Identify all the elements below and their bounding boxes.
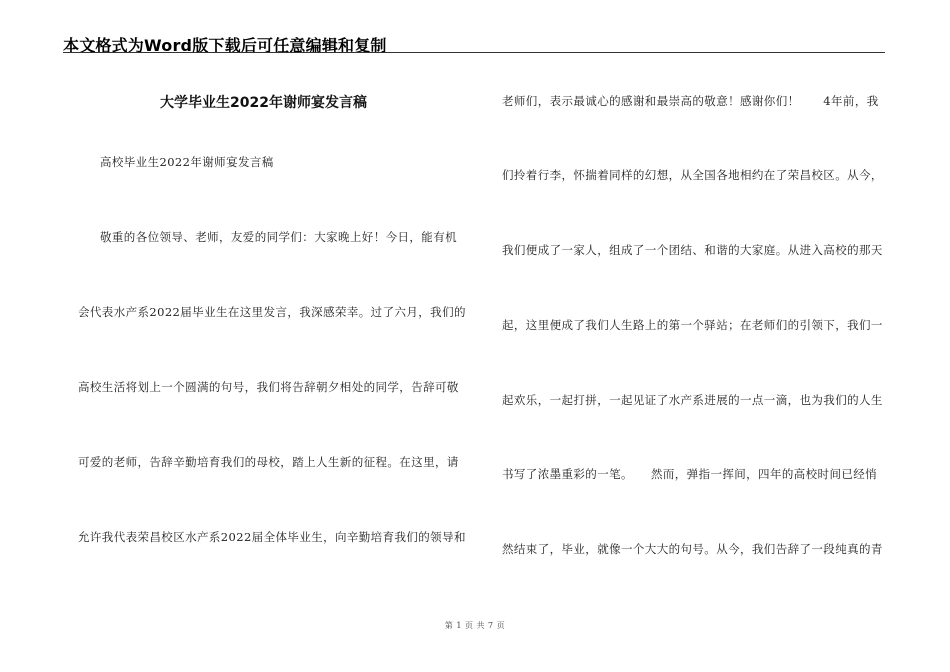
document-title: 大学毕业生2022年谢师宴发言稿 <box>160 95 367 111</box>
paragraph-line: 我们便成了一家人，组成了一个团结、和谐的大家庭。从进入高校的那天 <box>502 243 883 257</box>
paragraph-line: 允许我代表荣昌校区水产系2022届全体毕业生，向辛勤培育我们的领导和 <box>78 530 466 544</box>
paragraph-line: 老师们，表示最诚心的感谢和最崇高的敬意！感谢你们！ 4年前，我 <box>502 94 879 108</box>
paragraph-line: 然结束了，毕业，就像一个大大的句号。从今，我们告辞了一段纯真的青 <box>502 542 883 556</box>
paragraph-line: 敬重的各位领导、老师，友爱的同学们：大家晚上好！今日，能有机 <box>100 230 457 244</box>
paragraph-line: 起欢乐，一起打拼，一起见证了水产系进展的一点一滴，也为我们的人生 <box>502 393 883 407</box>
header-divider <box>63 52 885 53</box>
paragraph-line: 高校毕业生2022年谢师宴发言稿 <box>100 155 274 169</box>
paragraph-line: 们拎着行李，怀揣着同样的幻想，从全国各地相约在了荣昌校区。从今， <box>502 168 883 182</box>
paragraph-line: 会代表水产系2022届毕业生在这里发言，我深感荣幸。过了六月，我们的 <box>78 305 466 319</box>
paragraph-line: 起，这里便成了我们人生路上的第一个驿站；在老师们的引领下，我们一 <box>502 318 883 332</box>
page-number: 第 1 页 共 7 页 <box>444 621 506 630</box>
paragraph-line: 高校生活将划上一个圆满的句号，我们将告辞朝夕相处的同学，告辞可敬 <box>78 380 459 394</box>
header-title: 本文格式为Word版下载后可任意编辑和复制 <box>63 36 387 55</box>
paragraph-line: 可爱的老师，告辞辛勤培育我们的母校，踏上人生新的征程。在这里，请 <box>78 455 459 469</box>
paragraph-line: 书写了浓墨重彩的一笔。 然而，弹指一挥间，四年的高校时间已经悄 <box>502 467 878 481</box>
